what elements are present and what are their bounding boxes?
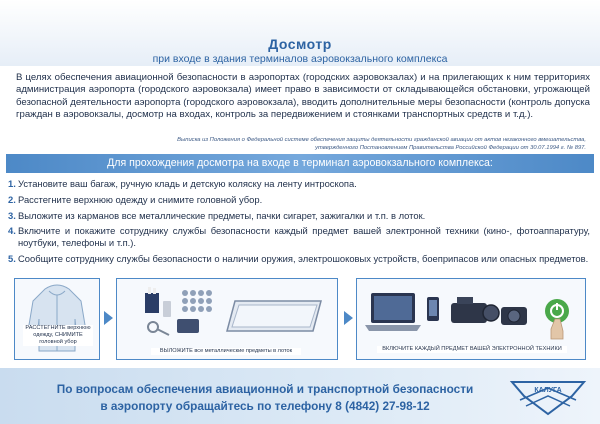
step-number: 5. [8, 252, 16, 264]
airport-logo [508, 376, 588, 420]
arrow-icon [344, 311, 353, 325]
step-item [8, 194, 590, 206]
panel-caption-metal: ВЫЛОЖИТЕ все металлические предметы в лоток [151, 348, 301, 355]
instructions-banner: Для прохождения досмотра на входе в терминал аэровокзального комплекса: [6, 154, 594, 173]
step-number: 4. [8, 225, 16, 237]
panel-caption-electronics: ВКЛЮЧИТЕ КАЖДЫЙ ПРЕДМЕТ ВАШЕЙ ЭЛЕКТРОННОЙ ТЕХНИКИ [377, 346, 567, 353]
contact-line-2: в аэропорту обращайтесь по телефону 8 (4842) 27-98-12 [100, 399, 430, 413]
jacket-icon [15, 279, 99, 359]
step-item [8, 225, 590, 248]
step-text: Установите ваш багаж, ручную кладь и детскую коляску на ленту интроскопа. [18, 178, 357, 189]
step-item [8, 178, 590, 190]
panel-electronics [356, 278, 586, 360]
step-text: Включите и покажите сотруднику службы безопасности каждый предмет вашей электронной техники (кино-, фотоаппаратуру, ноутбуки, телефоны и т.п.). [18, 225, 590, 248]
step-text: Выложите из карманов все металлические предметы, пачки сигарет, зажигалки и т.п. в лоток. [18, 209, 426, 221]
intro-paragraph: В целях обеспечения авиационной безопасности в аэропортах (городских аэровокзалах) и на прилегающих к ним территориях администрация аэропорта (городского аэровокзала) имеет право в зависимости от складывающейся обстановки, угрожающей безопасной деятельности аэропорта (городского аэровокзала), вводить дополнительные меры безопасности (контроль допуска граждан в аэровокзалы, досмотр на входах, контроль за передвижением и стоянками транспортных средств и т.д.). [16, 72, 590, 121]
metal-items-icon [117, 279, 337, 359]
step-number: 3. [8, 209, 16, 221]
panel-metal-items [116, 278, 338, 360]
panel-clothing [14, 278, 100, 360]
steps-list [8, 178, 590, 269]
step-number: 2. [8, 193, 16, 205]
step-number: 1. [8, 178, 16, 189]
page-subtitle: при входе в здания терминалов аэровокзального комплекса [152, 53, 448, 65]
contact-line-1: По вопросам обеспечения авиационной и транспортной безопасности [56, 382, 474, 396]
citation: Выписка из Положения о Федеральной системе обеспечения защиты деятельности гражданской авиации от актов незаконного вмешательства, утвержденного Постановлением Правительства Российской Федерации от 30.07.1994 г. № 897. [177, 137, 586, 151]
page-title: Досмотр [268, 36, 332, 52]
step-item [8, 253, 590, 265]
step-text: Расстегните верхнюю одежду и снимите головной убор. [18, 193, 263, 205]
header [0, 0, 600, 66]
arrow-icon [104, 311, 113, 325]
logo-text: КАЛУГА [534, 387, 562, 394]
step-item [8, 210, 590, 222]
panel-caption-clothing: РАССТЕГНИТЕ верхнюю одежду, СНИМИТЕ головной убор [23, 325, 93, 346]
procedure-illustration [0, 278, 600, 360]
step-text: Сообщите сотруднику службы безопасности о наличии оружия, электрошоковых устройств, боеприпасов или опасных предметов. [18, 252, 589, 264]
